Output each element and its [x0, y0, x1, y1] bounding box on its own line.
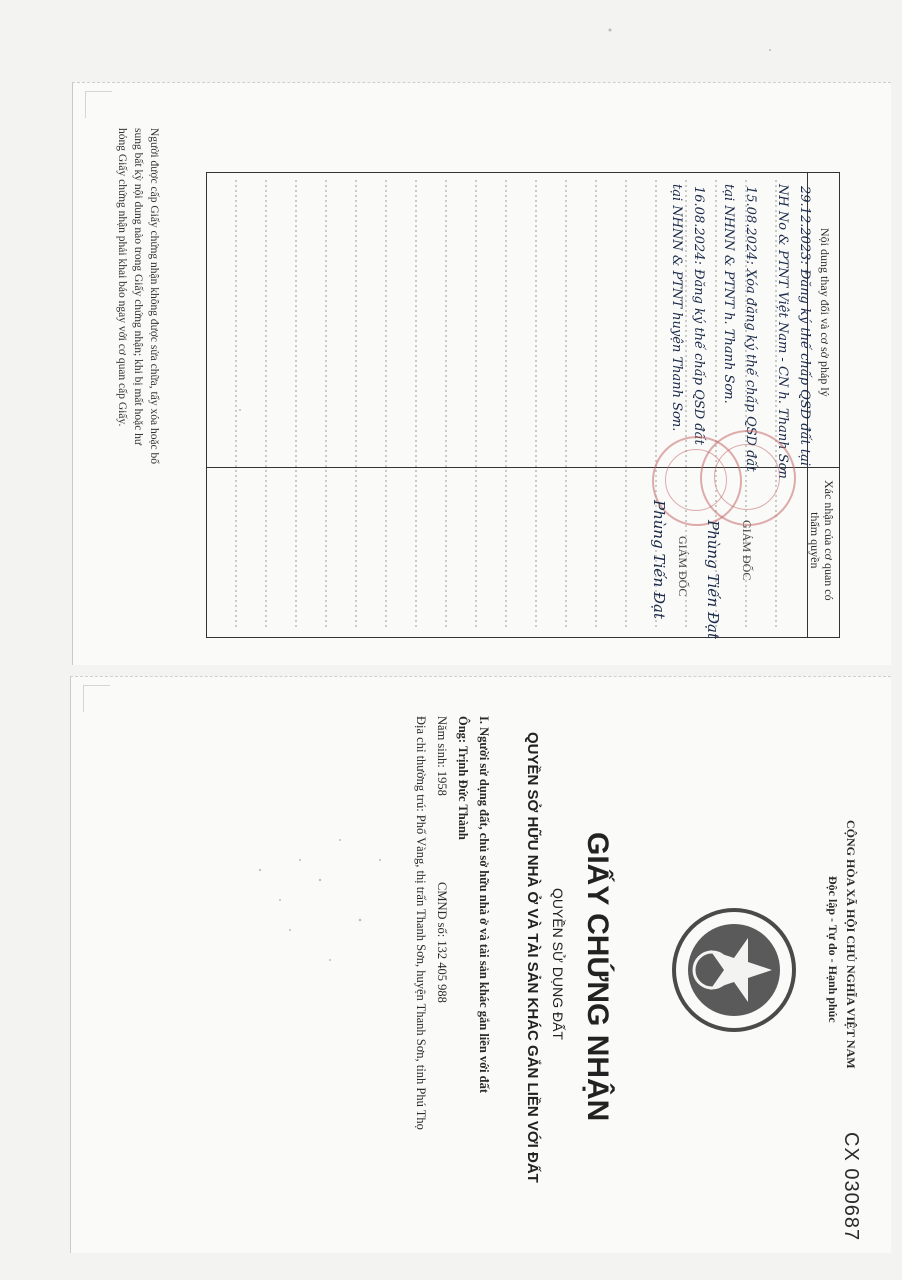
birth-year: Năm sinh: 1958 — [435, 716, 449, 796]
corner-ornament — [83, 685, 110, 712]
section-heading: I. Người sử dụng đất, chủ sở hữu nhà ở và tài sản khác gắn liền với đất — [477, 716, 491, 1094]
entry-line: 16.08.2024: Đăng ký thế chấp QSD đất — [691, 186, 706, 445]
national-title: CỘNG HÒA XÃ HỘI CHỦ NGHĨA VIỆT NAM — [844, 820, 858, 1069]
national-motto: Độc lập - Tự do - Hạnh phúc — [826, 876, 840, 1023]
signature-name: Phùng Tiến Đạt — [704, 520, 722, 639]
signature-title: GIÁM ĐỐC — [676, 536, 690, 597]
header-changes: Nội dung thay đổi và cơ sở pháp lý — [818, 228, 832, 397]
notice-line: hỏng Giấy chứng nhận phải khai báo ngay với cơ quan cấp Giấy. — [116, 128, 128, 427]
entry-line: 29.12.2023: Đăng ký thế chấp QSD đất tại — [797, 186, 812, 467]
certificate-subtitle: QUYỀN SỞ HỮU NHÀ Ở VÀ TÀI SẢN KHÁC GẮN LIỀN VỚI ĐẤT — [524, 732, 541, 1183]
serial-number: CX 030687 — [840, 1132, 862, 1242]
address: Địa chỉ thường trú: Phố Vàng, thị trấn Thanh Sơn, huyện Thanh Sơn, tỉnh Phú Thọ — [414, 716, 428, 1130]
signature-title: GIÁM ĐỐC — [740, 520, 754, 581]
notice-line: sung bất kỳ nội dung nào trong Giấy chứng nhận; khi bị mất hoặc hư — [132, 128, 144, 446]
entry-line: tại NHNN & PTNT huyện Thanh Sơn. — [669, 184, 684, 432]
entry-line: 15.08.2024: Xóa đăng ký thế chấp QSD đất — [743, 186, 758, 472]
owner-name: Ông: Trịnh Đức Thành — [456, 716, 470, 840]
national-emblem-icon — [664, 900, 804, 1040]
signature-name: Phùng Tiến Đạt — [650, 500, 668, 619]
header-confirm: Xác nhận của cơ quan có thẩm quyền — [808, 480, 836, 601]
certificate-title: GIẤY CHỨNG NHẬN — [581, 832, 614, 1122]
id-number: CMND số: 132 405 988 — [435, 882, 449, 1003]
certificate-subtitle: QUYỀN SỬ DỤNG ĐẤT — [550, 888, 566, 1040]
entry-line: NH No & PTNT Việt Nam - CN h. Thanh Sơn — [775, 184, 790, 479]
notice-line: Người được cấp Giấy chứng nhận không được sửa chữa, tẩy xóa hoặc bổ — [148, 128, 160, 465]
entry-line: tại NHNN & PTNT h. Thanh Sơn. — [721, 184, 736, 404]
